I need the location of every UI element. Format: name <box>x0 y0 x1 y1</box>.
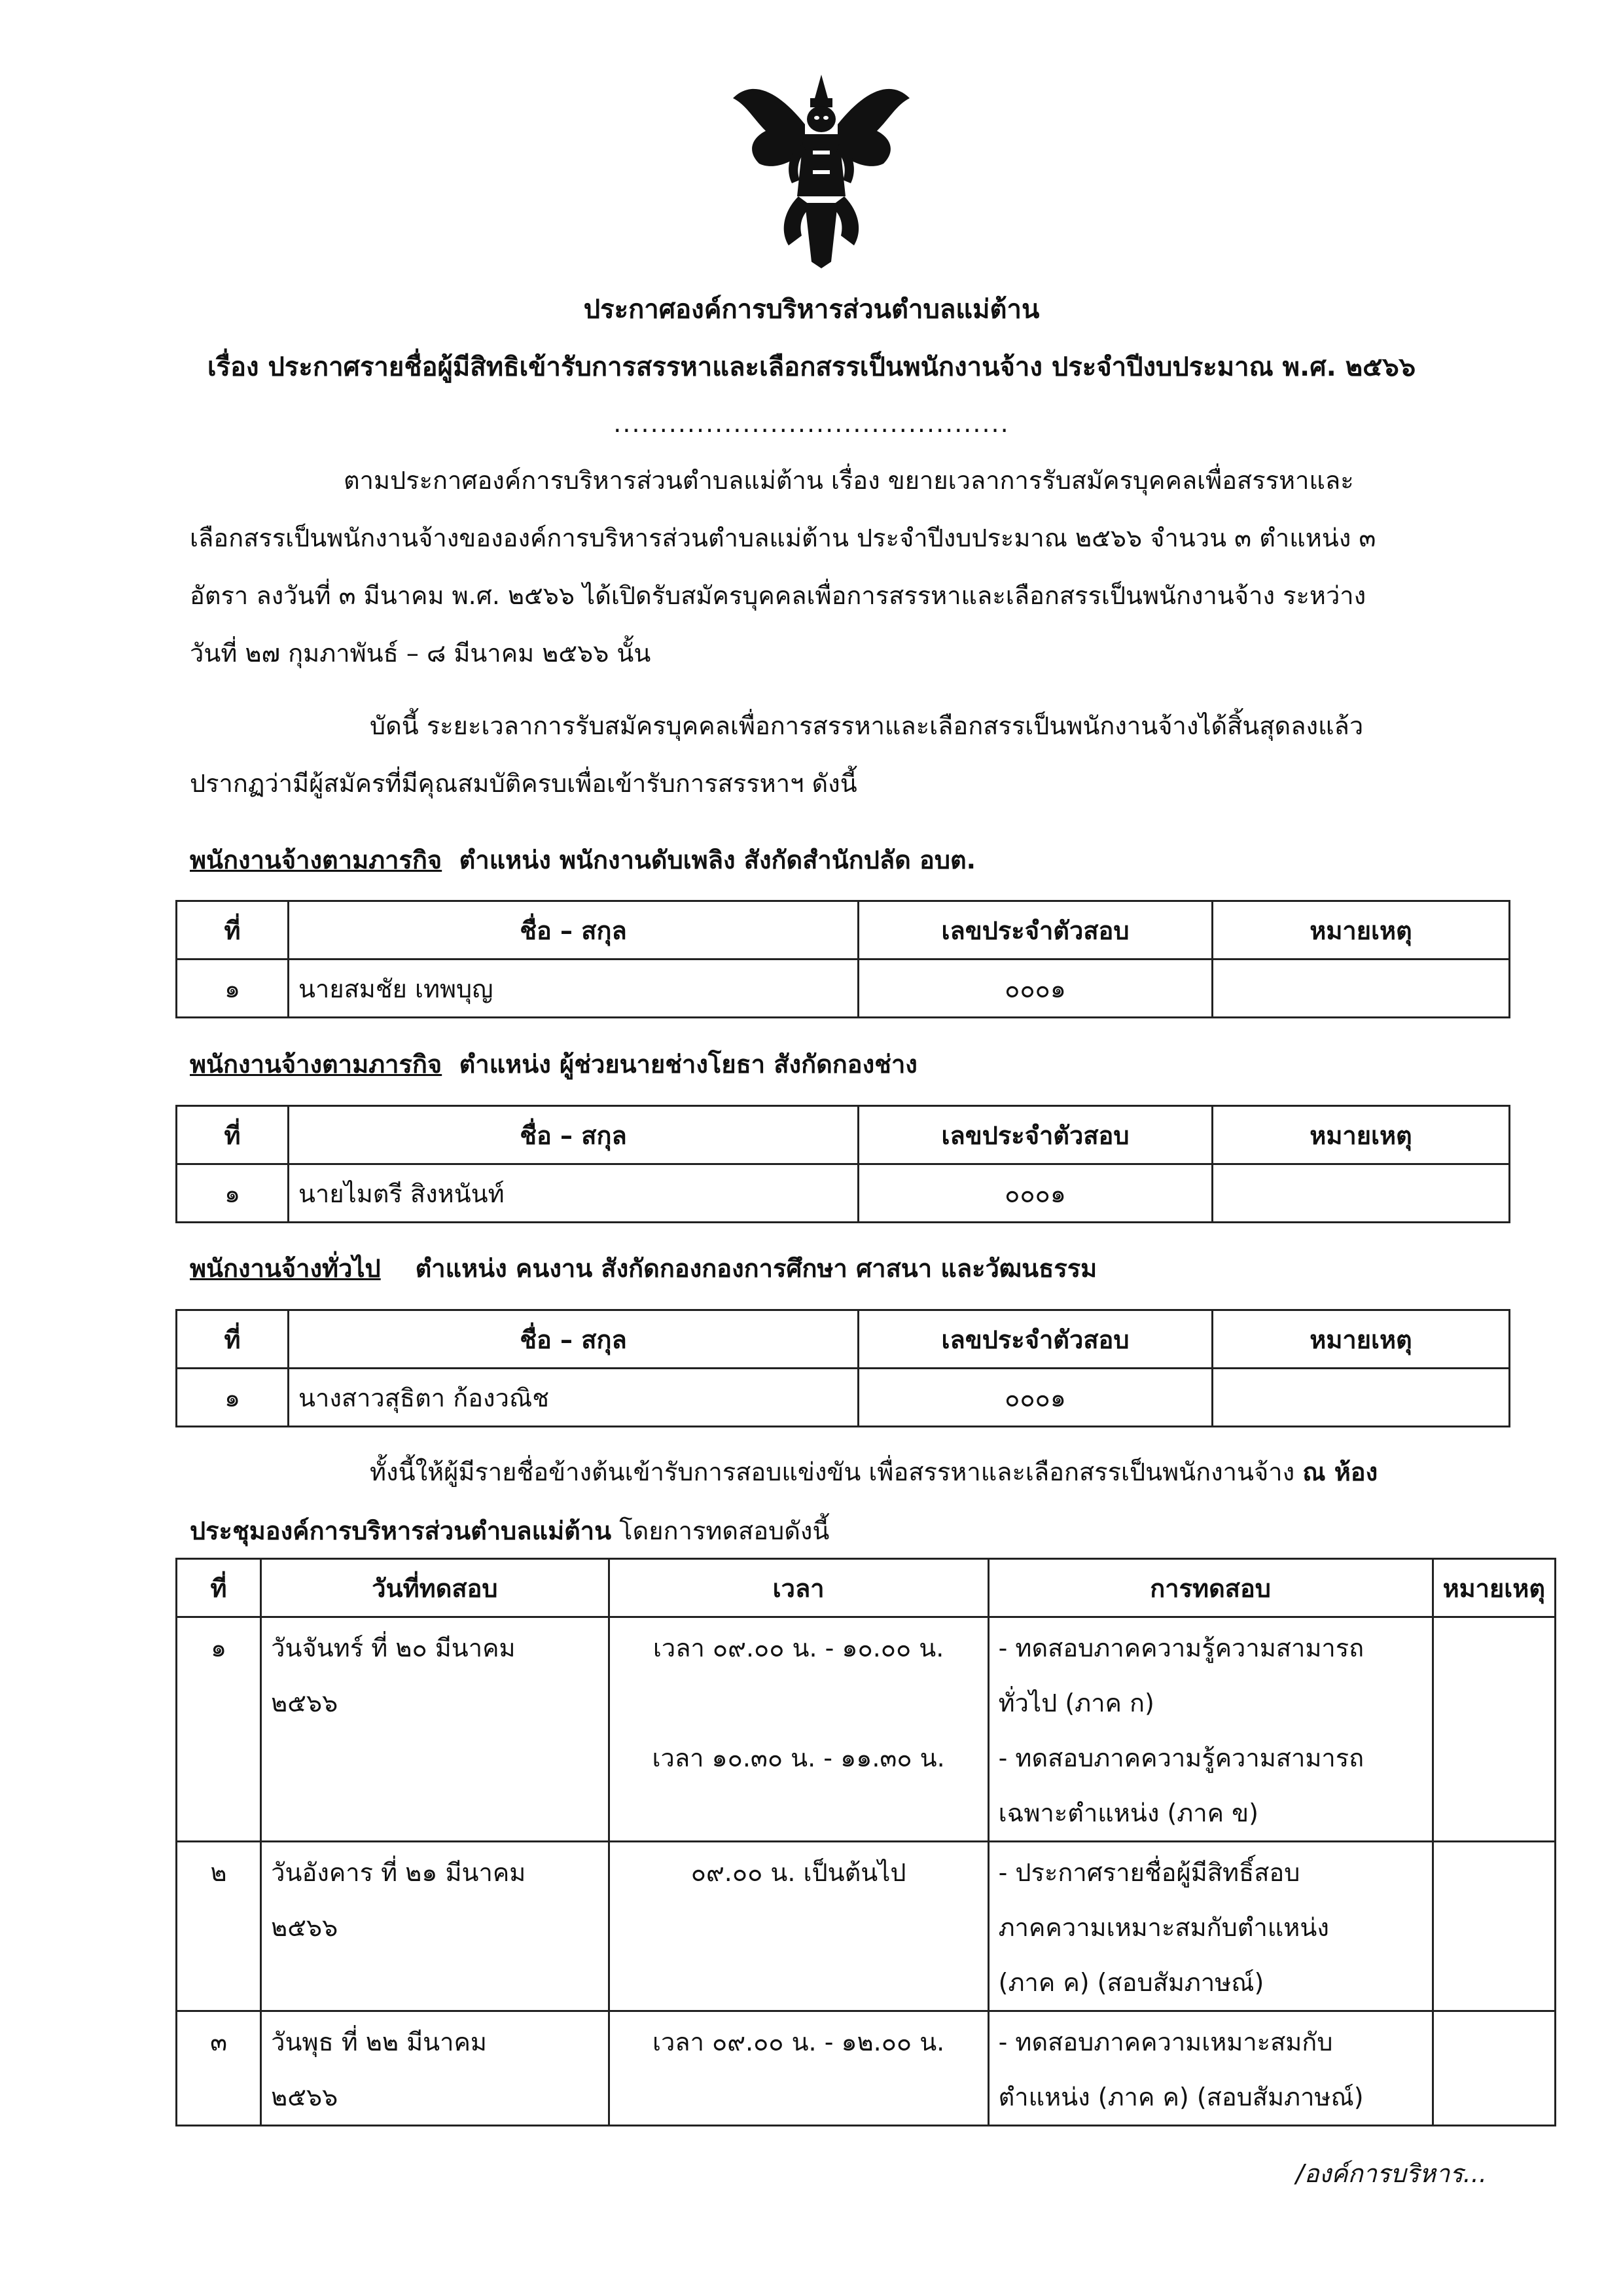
row-time <box>609 1842 988 2011</box>
exam-intro-line-2 <box>190 1502 829 1560</box>
row-time <box>609 1617 988 1842</box>
announcement-subject: เรื่อง ประกาศรายชื่อผู้มีสิทธิเข้ารับการสรรหาและเลือกสรรเป็นพนักงานจ้าง ประจำปีงบประมาณ พ.ศ. ๒๕๖๖ <box>207 352 1416 382</box>
col-exam-id: เลขประจำตัวสอบ <box>859 901 1213 960</box>
col-time: เวลา <box>609 1559 988 1617</box>
row-date <box>261 1617 609 1842</box>
col-no: ที่ <box>177 1559 261 1617</box>
time-line: เวลา ๑๐.๓๐ น. - ๑๑.๓๐ น. <box>652 1744 945 1772</box>
section-type: พนักงานจ้างทั่วไป <box>190 1254 381 1283</box>
section-position: ตำแหน่ง พนักงานดับเพลิง สังกัดสำนักปลัด อบต. <box>459 846 976 874</box>
test-line: ตำแหน่ง (ภาค ค) (สอบสัมภาษณ์) <box>998 2083 1364 2111</box>
time-line: ๐๙.๐๐ น. เป็นต้นไป <box>690 1858 906 1887</box>
table-row <box>177 960 1510 1018</box>
continuation-note: /องค์การบริหาร... <box>1296 2159 1487 2188</box>
intro-line-4: วันที่ ๒๗ กุมภาพันธ์ – ๘ มีนาคม ๒๕๖๖ นั้น <box>190 639 651 668</box>
row-no: ๑ <box>177 1369 289 1427</box>
divider-dots: ........................................... <box>613 409 1010 438</box>
schedule-row <box>177 2011 1556 2126</box>
schedule-row <box>177 1842 1556 2011</box>
test-line: (ภาค ค) (สอบสัมภาษณ์) <box>998 1968 1264 1997</box>
row-exam-id: ๐๐๐๑ <box>859 960 1213 1018</box>
col-date: วันที่ทดสอบ <box>261 1559 609 1617</box>
row-test <box>988 2011 1433 2126</box>
time-line: เวลา ๐๙.๐๐ น. - ๑๐.๐๐ น. <box>652 1634 944 1662</box>
test-line: ทั่วไป (ภาค ก) <box>998 1689 1154 1717</box>
row-note <box>1433 1617 1555 1842</box>
col-note: หมายเหตุ <box>1433 1559 1555 1617</box>
col-no: ที่ <box>177 901 289 960</box>
section-position: ตำแหน่ง คนงาน สังกัดกองกองการศึกษา ศาสนา และวัฒนธรรม <box>415 1254 1097 1283</box>
col-name: ชื่อ – สกุล <box>289 1310 859 1369</box>
row-test <box>988 1617 1433 1842</box>
col-exam-id: เลขประจำตัวสอบ <box>859 1310 1213 1369</box>
row-note <box>1433 2011 1555 2126</box>
para2-line-1: บัดนี้ ระยะเวลาการรับสมัครบุคคลเพื่อการสรรหาและเลือกสรรเป็นพนักงานจ้างได้สิ้นสุดลงแล้ว <box>370 711 1364 740</box>
date-line: ๒๕๖๖ <box>271 1689 338 1717</box>
test-line: เฉพาะตำแหน่ง (ภาค ข) <box>998 1799 1258 1827</box>
time-spacer <box>619 1676 978 1731</box>
section-type: พนักงานจ้างตามภารกิจ <box>190 846 442 874</box>
row-note <box>1213 1164 1510 1223</box>
section-type: พนักงานจ้างตามภารกิจ <box>190 1050 442 1079</box>
exam-intro-text: ทั้งนี้ให้ผู้มีรายชื่อข้างต้นเข้ารับการสอบแข่งขัน เพื่อสรรหาและเลือกสรรเป็นพนักงานจ้าง <box>370 1458 1303 1486</box>
applicant-table-2 <box>175 1105 1510 1223</box>
row-date <box>261 2011 609 2126</box>
col-name: ชื่อ – สกุล <box>289 901 859 960</box>
date-line: วันจันทร์ ที่ ๒๐ มีนาคม <box>271 1634 516 1662</box>
row-date <box>261 1842 609 2011</box>
test-line: - ทดสอบภาคความเหมาะสมกับ <box>998 2028 1333 2056</box>
intro-line-1: ตามประกาศองค์การบริหารส่วนตำบลแม่ต้าน เรื่อง ขยายเวลาการรับสมัครบุคคลเพื่อสรรหาและ <box>344 466 1354 495</box>
exam-schedule-table <box>175 1558 1556 2126</box>
section-heading-2 <box>190 1044 918 1084</box>
exam-intro-text: โดยการทดสอบดังนี้ <box>611 1516 830 1545</box>
row-name: นายไมตรี สิงหนันท์ <box>289 1164 859 1223</box>
exam-venue-part1: ณ ห้อง <box>1302 1458 1378 1486</box>
row-test <box>988 1842 1433 2011</box>
para2-line-2: ปรากฏว่ามีผู้สมัครที่มีคุณสมบัติครบเพื่อเข้ารับการสรรหาฯ ดังนี้ <box>190 769 857 798</box>
test-line: - ทดสอบภาคความรู้ความสามารถ <box>998 1744 1364 1772</box>
table-row <box>177 1164 1510 1223</box>
row-note <box>1213 960 1510 1018</box>
row-exam-id: ๐๐๐๑ <box>859 1164 1213 1223</box>
row-name: นายสมชัย เทพบุญ <box>289 960 859 1018</box>
row-name: นางสาวสุธิตา ก้องวณิช <box>289 1369 859 1427</box>
row-exam-id: ๐๐๐๑ <box>859 1369 1213 1427</box>
time-line: เวลา ๐๙.๐๐ น. - ๑๒.๐๐ น. <box>652 2028 945 2056</box>
row-note <box>1433 1842 1555 2011</box>
applicant-table-3 <box>175 1309 1510 1427</box>
date-line: วันพุธ ที่ ๒๒ มีนาคม <box>271 2028 487 2056</box>
section-position: ตำแหน่ง ผู้ช่วยนายช่างโยธา สังกัดกองช่าง <box>459 1050 918 1079</box>
col-note: หมายเหตุ <box>1213 901 1510 960</box>
date-line: ๒๕๖๖ <box>271 2083 338 2111</box>
row-no: ๑ <box>177 960 289 1018</box>
test-line: ภาคความเหมาะสมกับตำแหน่ง <box>998 1913 1329 1942</box>
intro-line-2: เลือกสรรเป็นพนักงานจ้างขององค์การบริหารส่วนตำบลแม่ต้าน ประจำปีงบประมาณ ๒๕๖๖ จำนวน ๓ ตำแหน่ง ๓ <box>190 524 1376 552</box>
row-no: ๒ <box>177 1842 261 2011</box>
test-line: - ประกาศรายชื่อผู้มีสิทธิ์สอบ <box>998 1858 1300 1887</box>
row-no: ๓ <box>177 2011 261 2126</box>
date-line: ๒๕๖๖ <box>271 1913 338 1942</box>
col-note: หมายเหตุ <box>1213 1310 1510 1369</box>
col-no: ที่ <box>177 1106 289 1164</box>
col-test: การทดสอบ <box>988 1559 1433 1617</box>
schedule-row <box>177 1617 1556 1842</box>
exam-venue-part2: ประชุมองค์การบริหารส่วนตำบลแม่ต้าน <box>190 1516 612 1545</box>
row-no: ๑ <box>177 1617 261 1842</box>
table-row <box>177 1369 1510 1427</box>
col-exam-id: เลขประจำตัวสอบ <box>859 1106 1213 1164</box>
garuda-emblem <box>726 72 916 268</box>
date-line: วันอังคาร ที่ ๒๑ มีนาคม <box>271 1858 526 1887</box>
applicant-table-1 <box>175 900 1510 1018</box>
exam-intro-line-1 <box>370 1443 1378 1501</box>
col-note: หมายเหตุ <box>1213 1106 1510 1164</box>
announcement-title: ประกาศองค์การบริหารส่วนตำบลแม่ต้าน <box>583 295 1040 325</box>
col-no: ที่ <box>177 1310 289 1369</box>
section-heading-1 <box>190 840 976 880</box>
row-note <box>1213 1369 1510 1427</box>
intro-line-3: อัตรา ลงวันที่ ๓ มีนาคม พ.ศ. ๒๕๖๖ ได้เปิดรับสมัครบุคคลเพื่อการสรรหาและเลือกสรรเป็นพนักงานจ้าง ระหว่าง <box>190 581 1366 610</box>
col-name: ชื่อ – สกุล <box>289 1106 859 1164</box>
test-line: - ทดสอบภาคความรู้ความสามารถ <box>998 1634 1364 1662</box>
section-heading-3 <box>190 1248 1097 1288</box>
row-time <box>609 2011 988 2126</box>
row-no: ๑ <box>177 1164 289 1223</box>
